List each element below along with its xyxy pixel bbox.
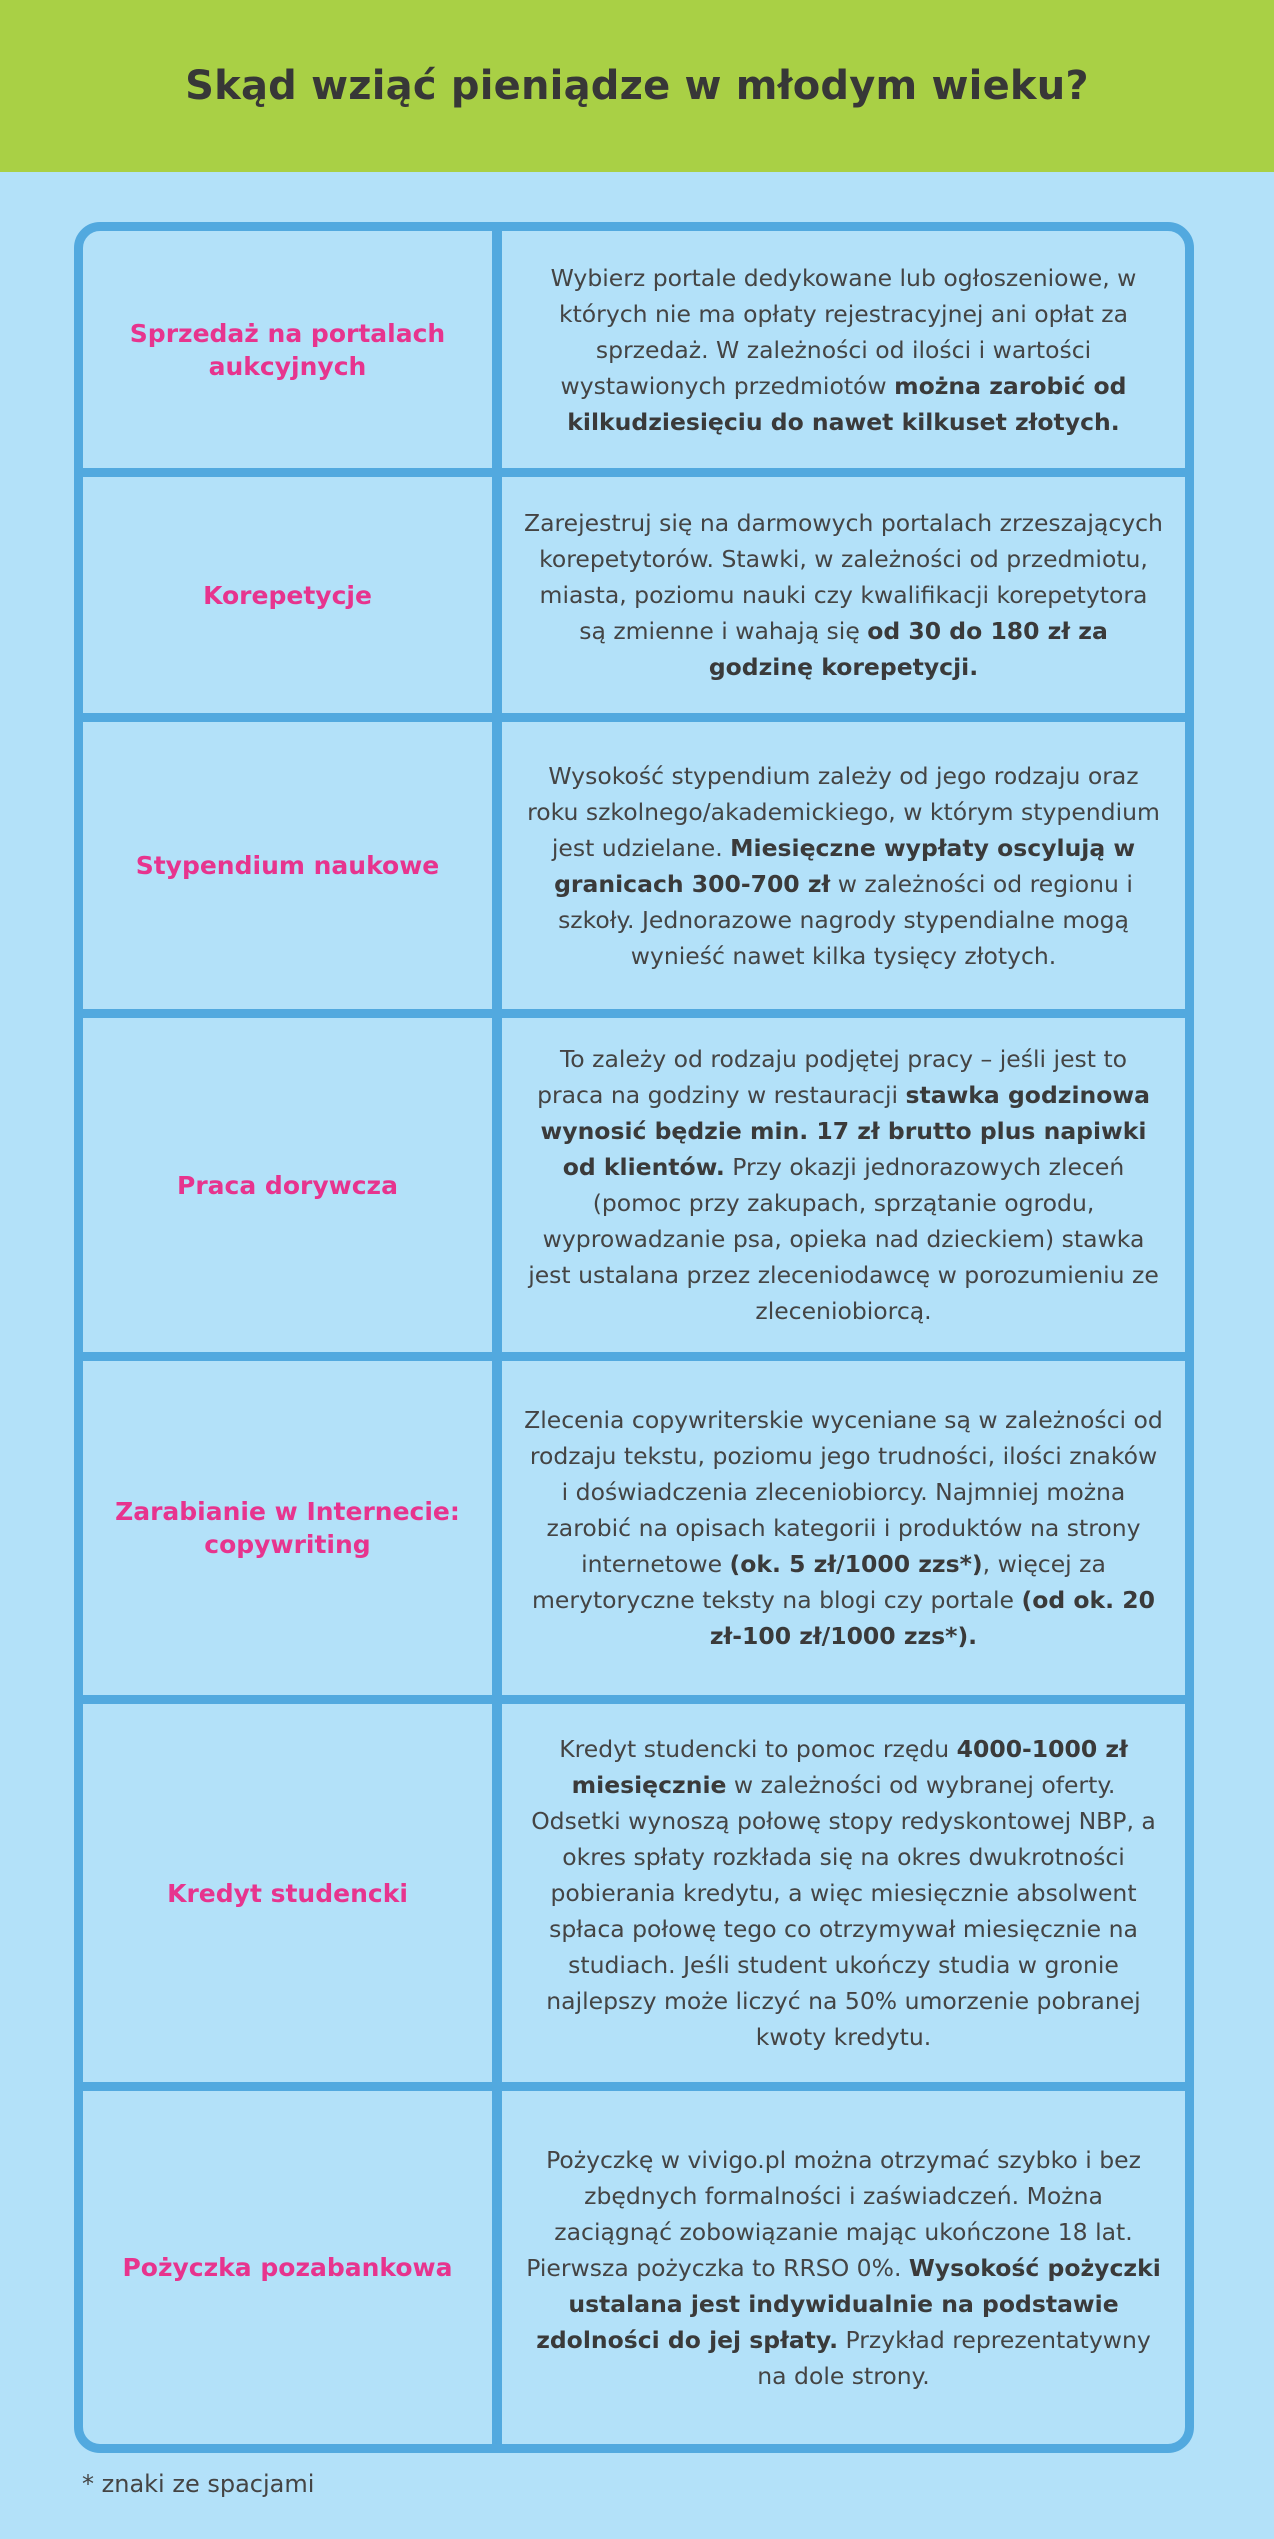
- description-highlight: Wysokość pożyczki ustalana jest indywidualnie na podstawie zdolności do jej spłaty.: [536, 2253, 1161, 2354]
- row-divider: [83, 1352, 1185, 1361]
- page-title: Skąd wziąć pieniądze w młodym wieku?: [185, 63, 1089, 109]
- row-label-line: aukcyjnych: [208, 351, 367, 381]
- description-text: w zależności od regionu i szkoły. Jednorazowe nagrody stypendialne mogą wynieść nawet kilka tysięcy złotych.: [558, 869, 1133, 970]
- description-highlight: od 30 do 180 zł za godzinę korepetycji.: [708, 617, 1108, 681]
- row-label: [83, 1704, 492, 2082]
- table-row: [83, 1704, 1185, 2082]
- row-label-line: copywriting: [204, 1530, 371, 1559]
- description-text: Przy okazji jednorazowych zleceń (pomoc przy zakupach, sprzątanie ogrodu, wyprowadzanie psa, opieka nad dzieckiem) stawka jest ustalana przez zleceniodawcę w porozumieniu ze zleceniobiorcą.: [528, 1153, 1159, 1325]
- table-row: [83, 477, 1185, 713]
- row-description: [502, 1704, 1185, 2082]
- description-highlight: stawka godzinowa wynosić będzie min. 17 zł brutto plus napiwki od klientów.: [540, 1081, 1150, 1181]
- row-label: [83, 2091, 492, 2444]
- description-highlight: można zarobić od kilkudziesięciu do nawet kilkuset złotych.: [567, 371, 1127, 436]
- row-label: [83, 231, 492, 468]
- row-description: [502, 477, 1185, 713]
- row-label: [83, 722, 492, 1009]
- description-text: Wysokość stypendium zależy od jego rodzaju oraz roku szkolnego/akademickiego, w którym stypendium jest udzielane.: [527, 761, 1160, 862]
- table-row: [83, 1361, 1185, 1695]
- row-divider: [83, 713, 1185, 722]
- row-label: [83, 1018, 492, 1352]
- description-highlight: Miesięczne wypłaty oscylują w granicach 300-700 zł: [554, 833, 1136, 898]
- description-text: To zależy od rodzaju podjętej pracy – jeśli jest to praca na godziny w restauracji: [537, 1045, 1128, 1109]
- row-label-line: Sprzedaż na portalach: [129, 318, 446, 348]
- description-text: Pożyczkę w vivigo.pl można otrzymać szybko i bez zbędnych formalności i zaświadczeń. Można zaciągnąć zobowiązanie mając ukończone 18 lat. Pierwsza pożyczka to RRSO 0%.: [526, 2145, 1141, 2282]
- row-divider: [83, 2082, 1185, 2091]
- description-highlight: (ok. 5 zł/1000 zzs*): [729, 1550, 983, 1578]
- row-description: [502, 2091, 1185, 2444]
- row-divider: [83, 1009, 1185, 1018]
- row-description: [502, 722, 1185, 1009]
- description-text: Zarejestruj się na darmowych portalach zrzeszających korepetytorów. Stawki, w zależności od przedmiotu, miasta, poziomu nauki czy kwalifikacji korepetytora są zmienne i wahają się: [524, 509, 1163, 645]
- row-divider: [83, 1695, 1185, 1704]
- table-row: [83, 1018, 1185, 1352]
- row-label-line: Korepetycje: [203, 580, 372, 610]
- row-label-line: Praca dorywcza: [177, 1170, 398, 1200]
- row-divider: [83, 468, 1185, 477]
- description-highlight: (od ok. 20 zł-100 zł/1000 zzs*).: [709, 1586, 1155, 1650]
- description-text: w zależności od wybranej oferty. Odsetki wynoszą połowę stopy redyskontowej NBP, a okres spłaty rozkłada się na okres dwukrotności pobierania kredytu, a więc miesięcznie absolwent spłaca połowę tego co otrzymywał miesięcznie na studiach. Jeśli student ukończy studia w gronie najlepszy może liczyć na 50% umorzenie pobranej kwoty kredytu.: [531, 1771, 1156, 2051]
- row-label: [83, 1361, 492, 1695]
- description-text: Przykład reprezentatywny na dole strony.: [757, 2325, 1151, 2390]
- row-label-line: Stypendium naukowe: [135, 851, 440, 880]
- row-label: [83, 477, 492, 713]
- footnote: * znaki ze spacjami: [82, 2470, 315, 2498]
- row-label-line: Kredyt studencki: [167, 1878, 408, 1908]
- row-description: [502, 1361, 1185, 1695]
- income-table: [74, 222, 1194, 2453]
- table-row: [83, 231, 1185, 468]
- row-description: [502, 1018, 1185, 1352]
- description-text: , więcej za merytoryczne teksty na blogi czy portale: [532, 1550, 1106, 1614]
- row-label-line: Zarabianie w Internecie:: [115, 1497, 460, 1526]
- row-label-line: Pożyczka pozabankowa: [122, 2253, 453, 2282]
- description-text: Zlecenia copywriterskie wyceniane są w zależności od rodzaju tekstu, poziomu jego trudności, ilości znaków i doświadczenia zleceniobiorcy. Najmniej można zarobić na opisach kategorii i produktów na strony internetowe: [524, 1406, 1163, 1578]
- table-row: [83, 2091, 1185, 2444]
- description-text: Kredyt studencki to pomoc rzędu: [559, 1735, 957, 1763]
- row-description: [502, 231, 1185, 468]
- description-highlight: 4000-1000 zł miesięcznie: [571, 1735, 1128, 1799]
- header-banner: [0, 0, 1274, 172]
- description-text: Wybierz portale dedykowane lub ogłoszeniowe, w których nie ma opłaty rejestracyjnej ani opłat za sprzedaż. W zależności od ilości i wartości wystawionych przedmiotów: [550, 263, 1137, 400]
- table-row: [83, 722, 1185, 1009]
